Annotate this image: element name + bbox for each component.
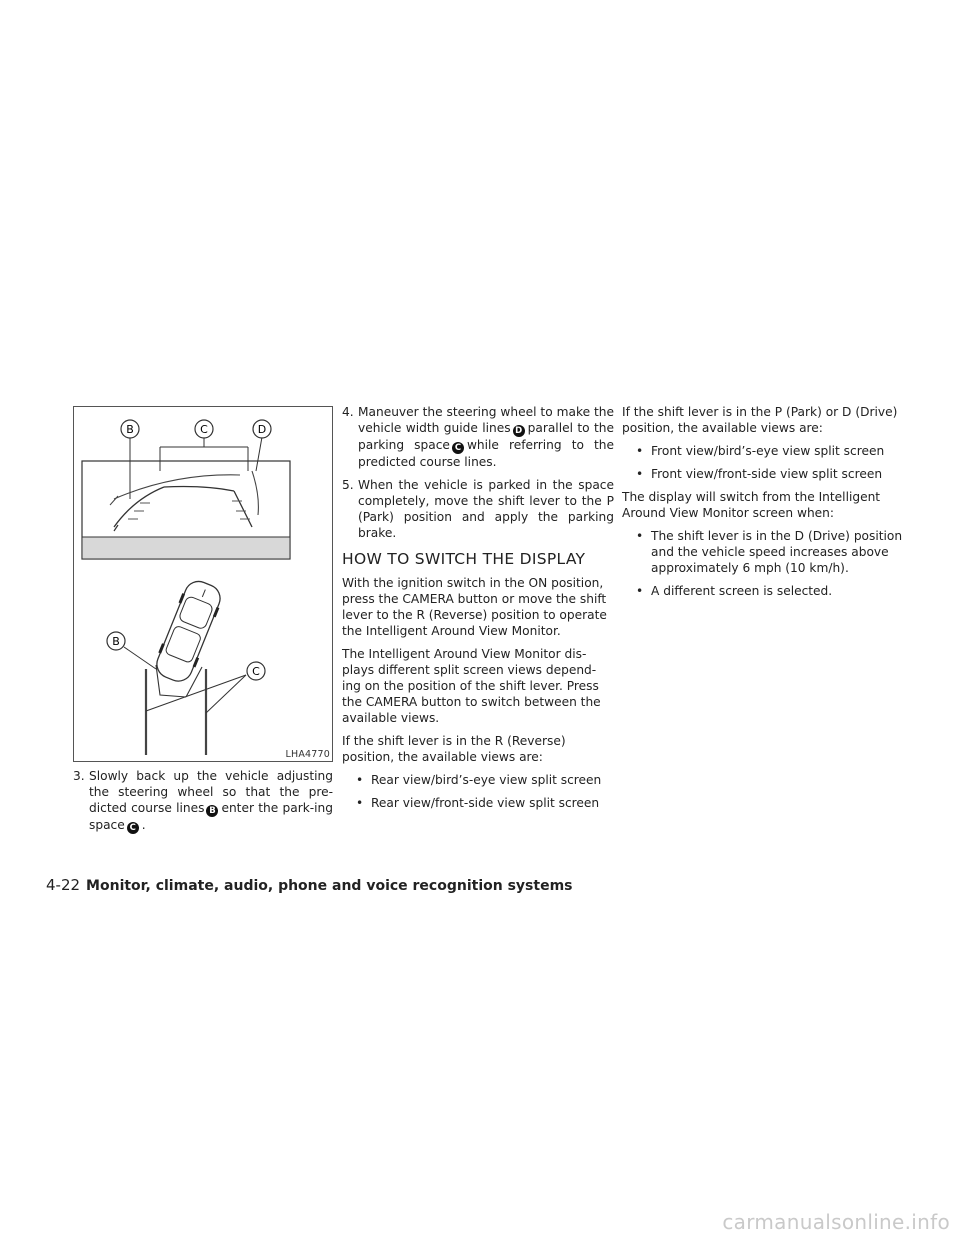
- list-item-text: Rear view/front-side view split screen: [371, 796, 600, 810]
- column-1: [73, 768, 333, 841]
- callout-c-badge: C: [452, 442, 464, 454]
- section-heading: HOW TO SWITCH THE DISPLAY: [342, 550, 586, 568]
- callout-b-top: [121, 420, 139, 438]
- list-item: • Front view/bird’s-eye view split screen: [636, 444, 885, 458]
- paragraph: If the shift lever is in the P (Park) or D (Drive) position, the available views are:: [622, 405, 898, 435]
- list-item: • Rear view/front-side view split screen: [356, 796, 600, 810]
- callout-c-badge: C: [127, 822, 139, 834]
- step-text: Maneuver the steering wheel to make the vehicle width guide lines: [358, 405, 614, 435]
- section-title: Monitor, climate, audio, phone and voice recognition systems: [86, 878, 573, 894]
- step-text: while referring to the predicted course lines.: [358, 438, 614, 469]
- page-footer: [46, 876, 573, 894]
- parking-figure: [73, 406, 333, 762]
- step-number: 4.: [342, 405, 354, 419]
- step-text: .: [141, 818, 146, 832]
- parking-illustration: [74, 407, 332, 761]
- callout-c-top: [195, 420, 213, 438]
- column-2: [342, 404, 614, 818]
- paragraph: The display will switch from the Intelligent Around View Monitor screen when:: [622, 490, 881, 520]
- list-item-text: A different screen is selected.: [651, 584, 833, 598]
- callout-d-top: [253, 420, 271, 438]
- list-item-text: Rear view/bird’s-eye view split screen: [371, 773, 602, 787]
- step-text: Slowly back up the vehicle adjusting the steering wheel so that the pre-dicted course lines: [89, 769, 333, 815]
- svg-text:B: B: [112, 635, 120, 648]
- svg-text:D: D: [257, 423, 267, 436]
- step-text: enter the park-ing space: [89, 801, 334, 832]
- list-item: • The shift lever is in the D (Drive) position and the vehicle speed increases above approximately 6 mph (10 km/h).: [636, 529, 903, 575]
- paragraph: The Intelligent Around View Monitor dis-plays different split screen views depend-ing on the position of the shift lever. Press the CAMERA button to switch between the available views.: [342, 647, 601, 725]
- column-3: [622, 404, 906, 606]
- step-text: parallel to the parking space: [358, 421, 614, 452]
- step-text: When the vehicle is parked in the space completely, move the shift lever to the P (Park) position and apply the parking brake.: [358, 478, 614, 540]
- list-item-text: Front view/front-side view split screen: [651, 467, 883, 481]
- figure-id: LHA4770: [285, 749, 330, 760]
- list-item: • A different screen is selected.: [636, 584, 833, 598]
- list-item: • Front view/front-side view split screen: [636, 467, 883, 481]
- callout-b-bottom: [107, 632, 125, 650]
- page-number: 4-22: [46, 876, 81, 894]
- step-number: 3.: [73, 769, 85, 783]
- svg-text:C: C: [252, 665, 260, 678]
- step-5: [342, 477, 614, 541]
- svg-text:B: B: [126, 423, 134, 436]
- list-item-text: The shift lever is in the D (Drive) position and the vehicle speed increases above approximately 6 mph (10 km/h).: [651, 529, 903, 575]
- list-item-text: Front view/bird’s-eye view split screen: [651, 444, 885, 458]
- callout-c-bottom: [247, 662, 265, 680]
- car-top-view: [146, 576, 226, 755]
- paragraph: If the shift lever is in the R (Reverse) position, the available views are:: [342, 734, 566, 764]
- paragraph: With the ignition switch in the ON position, press the CAMERA button or move the shift lever to the R (Reverse) position to operate the Intelligent Around View Monitor.: [342, 576, 607, 638]
- monitor-screen: [82, 461, 290, 559]
- watermark: carmanualsonline.info: [722, 1210, 950, 1234]
- list-item: • Rear view/bird’s-eye view split screen: [356, 773, 602, 787]
- step-4: [342, 404, 614, 470]
- callout-b-badge: B: [206, 805, 218, 817]
- step-3: [73, 768, 333, 834]
- step-number: 5.: [342, 478, 354, 492]
- callout-d-badge: D: [513, 425, 525, 437]
- svg-text:C: C: [200, 423, 208, 436]
